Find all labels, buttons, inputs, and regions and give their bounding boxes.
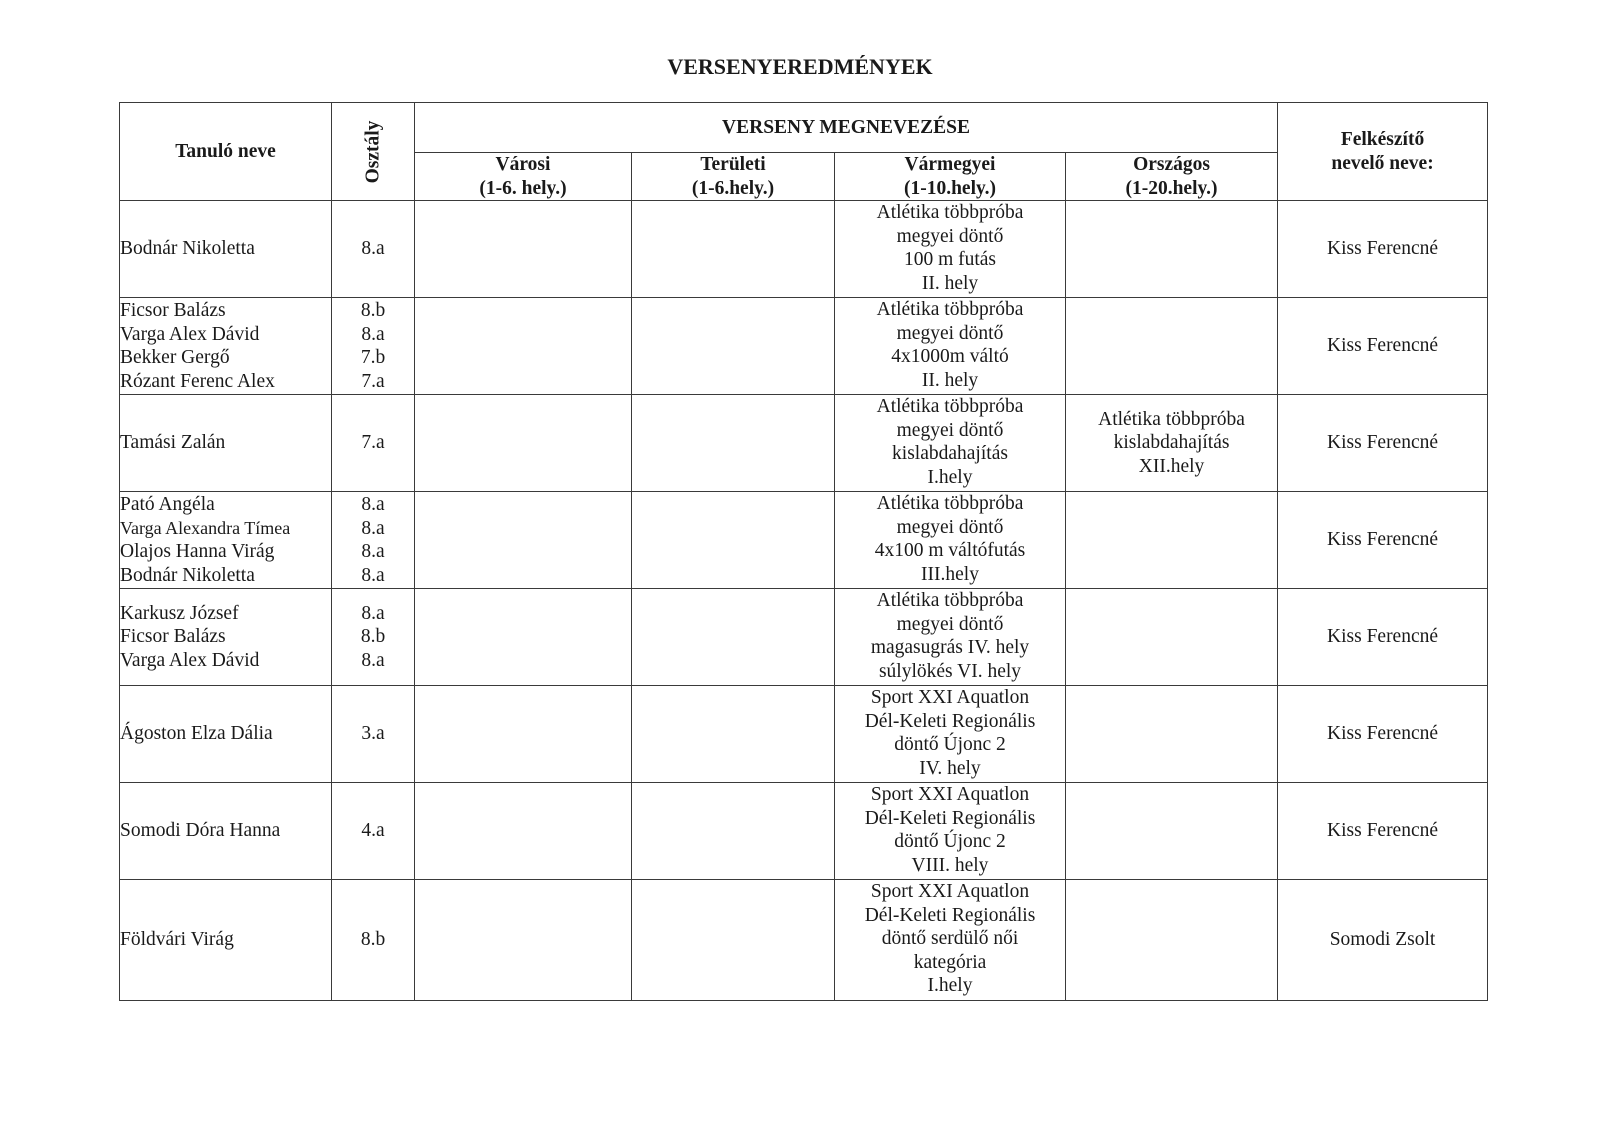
varosi-cell	[415, 589, 632, 686]
header-student-name: Tanuló neve	[120, 103, 332, 201]
varmegyei-cell-line: Atlétika többpróba	[876, 590, 1024, 611]
student-names-cell	[120, 492, 332, 589]
varmegyei-cell-line: Dél-Keleti Regionális	[864, 904, 1036, 926]
varosi-cell	[415, 395, 632, 492]
header-class-label: Osztály	[362, 120, 384, 183]
results-body	[120, 201, 1488, 1001]
varmegyei-cell	[835, 201, 1066, 298]
header-varmegyei-label: Vármegyei	[904, 154, 996, 175]
table-row	[120, 395, 1488, 492]
header-varosi-label: Városi	[495, 154, 551, 175]
varmegyei-cell	[835, 783, 1066, 880]
varmegyei-cell-line: megyei döntő	[896, 419, 1004, 441]
orszagos-cell	[1066, 395, 1278, 492]
varmegyei-cell-line: súlylökés VI. hely	[878, 660, 1022, 682]
student-names-cell	[120, 298, 332, 395]
student-names-cell-line: Ficsor Balázs	[120, 300, 226, 321]
varosi-cell	[415, 880, 632, 1001]
class-cell-line: 8.a	[361, 602, 385, 624]
varmegyei-cell-line: megyei döntő	[896, 613, 1004, 635]
student-names-cell-line: Bodnár Nikoletta	[120, 238, 255, 260]
student-names-cell-line: Földvári Virág	[120, 929, 234, 951]
orszagos-cell	[1066, 492, 1278, 589]
student-names-cell	[120, 880, 332, 1001]
teruleti-cell	[632, 492, 835, 589]
varmegyei-cell	[835, 395, 1066, 492]
student-names-cell-line: Bodnár Nikoletta	[120, 564, 255, 586]
header-teruleti	[632, 153, 835, 201]
varmegyei-cell-line: kislabdahajítás	[892, 443, 1008, 464]
header-varmegyei-range: (1-10.hely.)	[903, 177, 997, 199]
orszagos-cell-line: kislabdahajítás	[1113, 432, 1230, 454]
header-varosi	[415, 153, 632, 201]
varmegyei-cell-line: Dél-Keleti Regionális	[864, 710, 1036, 732]
teruleti-cell	[632, 589, 835, 686]
varmegyei-cell-line: Atlétika többpróba	[876, 299, 1024, 320]
header-teruleti-range: (1-6.hely.)	[691, 177, 775, 199]
header-teacher-line: nevelő neve:	[1331, 152, 1434, 174]
student-names-cell-line: Ficsor Balázs	[120, 626, 226, 648]
page-title: VERSENYEREDMÉNYEK	[667, 54, 933, 79]
header-orszagos	[1066, 153, 1278, 201]
header-orszagos-range: (1-20.hely.)	[1125, 177, 1218, 199]
varmegyei-cell-line: kategória	[913, 951, 987, 973]
orszagos-cell-line: XII.hely	[1138, 455, 1205, 477]
teacher-cell: Kiss Ferencné	[1278, 298, 1488, 395]
student-names-cell-line: Karkusz József	[120, 602, 239, 624]
varmegyei-cell-line: döntő Újonc 2	[894, 831, 1006, 852]
student-names-cell	[120, 783, 332, 880]
class-cell	[332, 589, 415, 686]
orszagos-cell	[1066, 201, 1278, 298]
header-orszagos-label: Országos	[1133, 154, 1210, 175]
teacher-cell: Kiss Ferencné	[1278, 395, 1488, 492]
varmegyei-cell-line: 4x100 m váltófutás	[874, 540, 1026, 561]
class-cell-line: 8.b	[360, 929, 386, 951]
table-row	[120, 686, 1488, 783]
varosi-cell	[415, 783, 632, 880]
teacher-cell: Somodi Zsolt	[1278, 880, 1488, 1001]
header-row	[120, 103, 1488, 153]
varmegyei-cell-line: Dél-Keleti Regionális	[864, 807, 1036, 829]
class-cell-line: 7.b	[360, 347, 386, 368]
student-names-cell	[120, 686, 332, 783]
table-row	[120, 298, 1488, 395]
teruleti-cell	[632, 686, 835, 783]
orszagos-cell	[1066, 589, 1278, 686]
teacher-cell: Kiss Ferencné	[1278, 783, 1488, 880]
teruleti-cell	[632, 395, 835, 492]
varmegyei-cell-line: Sport XXI Aquatlon	[870, 784, 1030, 805]
varosi-cell	[415, 201, 632, 298]
varmegyei-cell-line: II. hely	[921, 272, 979, 294]
orszagos-cell	[1066, 783, 1278, 880]
varmegyei-cell	[835, 298, 1066, 395]
class-cell-line: 7.a	[361, 432, 385, 454]
class-cell-line: 8.b	[360, 626, 386, 648]
varmegyei-cell-line: 4x1000m váltó	[891, 346, 1009, 367]
student-names-cell-line: Varga Alexandra Tímea	[120, 517, 291, 538]
header-varmegyei	[835, 153, 1066, 201]
varmegyei-cell-line: Atlétika többpróba	[876, 396, 1024, 417]
table-row	[120, 492, 1488, 589]
orszagos-cell-line: Atlétika többpróba	[1098, 408, 1245, 430]
varmegyei-cell	[835, 686, 1066, 783]
student-names-cell-line: Tamási Zalán	[120, 432, 226, 454]
varosi-cell	[415, 686, 632, 783]
table-row	[120, 783, 1488, 880]
class-cell-line: 8.a	[361, 238, 385, 260]
student-names-cell-line: Varga Alex Dávid	[120, 649, 260, 671]
varmegyei-cell-line: Sport XXI Aquatlon	[870, 881, 1030, 902]
varmegyei-cell-line: Atlétika többpróba	[876, 202, 1024, 223]
class-cell	[332, 492, 415, 589]
varmegyei-cell-line: I.hely	[927, 466, 973, 488]
orszagos-cell	[1066, 880, 1278, 1001]
varmegyei-cell	[835, 492, 1066, 589]
orszagos-cell	[1066, 686, 1278, 783]
varmegyei-cell-line: döntő serdülő női	[881, 928, 1019, 949]
class-cell-line: 3.a	[361, 723, 385, 745]
varmegyei-cell-line: II. hely	[921, 369, 979, 391]
results-table	[119, 102, 1488, 1001]
student-names-cell-line: Pató Angéla	[120, 494, 215, 515]
varmegyei-cell-line: megyei döntő	[896, 225, 1004, 247]
header-varosi-range: (1-6. hely.)	[479, 177, 567, 199]
student-names-cell-line: Olajos Hanna Virág	[120, 541, 275, 562]
teacher-cell: Kiss Ferencné	[1278, 492, 1488, 589]
varmegyei-cell-line: Atlétika többpróba	[876, 493, 1024, 514]
student-names-cell	[120, 201, 332, 298]
varosi-cell	[415, 298, 632, 395]
class-cell	[332, 686, 415, 783]
varmegyei-cell-line: I.hely	[927, 975, 973, 996]
teruleti-cell	[632, 783, 835, 880]
class-cell-line: 8.a	[361, 323, 385, 345]
teruleti-cell	[632, 298, 835, 395]
table-row	[120, 880, 1488, 1001]
class-cell	[332, 201, 415, 298]
student-names-cell-line: Bekker Gergő	[120, 347, 230, 368]
student-names-cell-line: Ágoston Elza Dália	[120, 723, 273, 745]
varmegyei-cell-line: 100 m futás	[903, 249, 997, 270]
varmegyei-cell-line: III.hely	[921, 563, 979, 585]
class-cell-line: 8.b	[360, 300, 386, 321]
class-cell-line: 4.a	[361, 820, 385, 842]
class-cell	[332, 783, 415, 880]
class-cell-line: 8.a	[361, 541, 385, 562]
table-row	[120, 201, 1488, 298]
teruleti-cell	[632, 201, 835, 298]
table-row	[120, 589, 1488, 686]
varmegyei-cell-line: magasugrás IV. hely	[870, 637, 1030, 658]
student-names-cell	[120, 395, 332, 492]
varmegyei-cell-line: megyei döntő	[896, 516, 1004, 538]
student-names-cell-line: Somodi Dóra Hanna	[120, 820, 281, 842]
varmegyei-cell-line: döntő Újonc 2	[894, 734, 1006, 755]
class-cell-line: 8.a	[361, 564, 385, 586]
header-competition: VERSENY MEGNEVEZÉSE	[415, 103, 1278, 153]
student-names-cell-line: Varga Alex Dávid	[120, 323, 260, 345]
teacher-cell: Kiss Ferencné	[1278, 589, 1488, 686]
header-teruleti-label: Területi	[700, 154, 766, 175]
header-teacher	[1278, 103, 1488, 201]
teacher-cell: Kiss Ferencné	[1278, 686, 1488, 783]
varmegyei-cell-line: megyei döntő	[896, 322, 1004, 344]
varmegyei-cell-line: IV. hely	[919, 757, 981, 779]
varmegyei-cell	[835, 880, 1066, 1001]
class-cell	[332, 298, 415, 395]
class-cell-line: 8.a	[361, 494, 385, 515]
varosi-cell	[415, 492, 632, 589]
class-cell-line: 7.a	[361, 370, 385, 392]
class-cell-line: 8.a	[361, 517, 385, 539]
class-cell-line: 8.a	[361, 649, 385, 671]
varmegyei-cell-line: Sport XXI Aquatlon	[870, 687, 1030, 708]
varmegyei-cell-line: VIII. hely	[911, 854, 989, 876]
teacher-cell: Kiss Ferencné	[1278, 201, 1488, 298]
header-class	[332, 103, 415, 201]
orszagos-cell	[1066, 298, 1278, 395]
header-teacher-line: Felkészítő	[1340, 129, 1425, 150]
student-names-cell	[120, 589, 332, 686]
class-cell	[332, 880, 415, 1001]
student-names-cell-line: Rózant Ferenc Alex	[120, 370, 275, 392]
class-cell	[332, 395, 415, 492]
teruleti-cell	[632, 880, 835, 1001]
varmegyei-cell	[835, 589, 1066, 686]
